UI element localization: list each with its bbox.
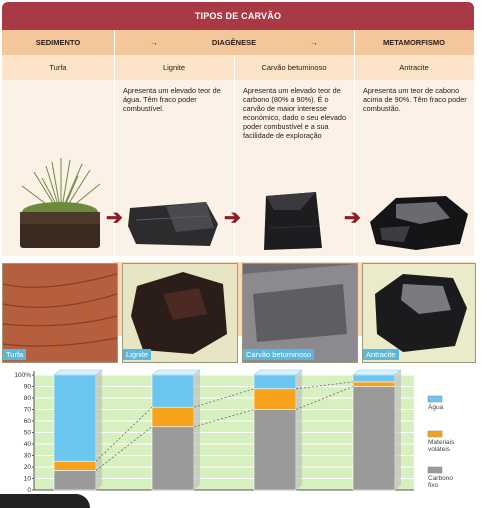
bar-segment xyxy=(54,470,96,490)
type-row xyxy=(2,55,474,80)
stage-diagenese: DIAGÊNESE xyxy=(211,38,257,47)
y-tick-label: 80 xyxy=(23,395,31,402)
bar-side xyxy=(395,370,401,490)
bar-segment xyxy=(353,375,395,382)
bar-side xyxy=(96,370,102,490)
bar-segment xyxy=(54,375,96,461)
legend-label: Água xyxy=(428,404,444,411)
photo-label-antracite: Antracite xyxy=(363,349,399,360)
description-area xyxy=(2,80,474,256)
turfa-sample-image xyxy=(12,156,108,252)
lignite-sample-image xyxy=(126,198,222,248)
legend-swatch xyxy=(428,431,442,437)
photo-betuminoso xyxy=(242,263,358,363)
bar-segment xyxy=(152,407,194,427)
legend-label: voláteis xyxy=(428,446,451,453)
bar-segment xyxy=(254,389,296,410)
antracite-sample-image xyxy=(366,192,470,252)
right-arrow-icon: ➔ xyxy=(344,207,361,229)
y-tick-label: 30 xyxy=(23,452,31,460)
y-tick-label: 10 xyxy=(23,475,31,483)
dark-corner-decoration xyxy=(0,494,90,508)
stage-arrow-2: → xyxy=(310,38,318,47)
y-tick-label: 100% xyxy=(14,372,31,379)
photo-antracite xyxy=(362,263,476,363)
stage-metamorfismo: METAMORFISMO xyxy=(383,38,445,47)
legend-label: Carbono xyxy=(428,475,453,482)
bar-segment xyxy=(54,461,96,470)
photo-lignite xyxy=(122,263,238,363)
photo-label-lignite: Lignite xyxy=(123,349,151,360)
type-turfa: Turfa xyxy=(49,63,67,72)
table-title: TIPOS DE CARVÃO xyxy=(2,2,474,30)
type-betuminoso: Carvão betuminoso xyxy=(261,63,327,72)
bar-top-cap xyxy=(353,370,401,375)
photo-label-betuminoso: Carvão betuminoso xyxy=(243,349,314,360)
photo-label-turfa: Turfa xyxy=(3,349,26,360)
stage-arrow-1: → xyxy=(150,38,158,47)
antracite-description: Apresenta um teor de cabono acima de 90%. Têm fraco poder combustão. xyxy=(363,86,467,113)
bar-side xyxy=(194,370,200,490)
bar-segment xyxy=(353,382,395,387)
y-tick-label: 50 xyxy=(23,429,31,437)
stage-row xyxy=(2,30,474,55)
type-antracite: Antracite xyxy=(399,63,429,72)
lignite-description: Apresenta um elevado teor de água. Têm fraco poder combustível. xyxy=(123,86,221,113)
y-tick-label: 60 xyxy=(23,418,31,425)
bar-segment xyxy=(353,387,395,491)
y-tick-label: 40 xyxy=(23,441,31,448)
bar-segment xyxy=(254,375,296,389)
legend-label: fixo xyxy=(428,482,439,489)
y-tick-label: 20 xyxy=(23,464,31,471)
legend-label: Materiais xyxy=(428,439,455,446)
y-tick-label: 90 xyxy=(23,383,31,391)
bar-segment xyxy=(254,410,296,491)
bar-segment xyxy=(152,427,194,490)
right-arrow-icon: ➔ xyxy=(106,207,123,229)
stage-sedimento: SEDIMENTO xyxy=(35,38,81,47)
betuminoso-sample-image xyxy=(260,190,324,254)
y-tick-label: 0 xyxy=(27,487,31,494)
bar-top-cap xyxy=(254,370,302,375)
bar-segment xyxy=(152,375,194,407)
bar-top-cap xyxy=(54,370,102,375)
y-tick-label: 70 xyxy=(23,406,31,414)
bar-top-cap xyxy=(152,370,200,375)
betuminoso-description: Apresenta um elevado teor de carbono (80% a 90%). É o carvão de maior interesse económico, dado o seu elevado poder combustível e a sua facilidade de exploração xyxy=(243,86,347,140)
legend-swatch xyxy=(428,467,442,473)
type-lignite: Lignite xyxy=(162,63,186,72)
coal-composition-chart xyxy=(0,363,487,508)
legend-swatch xyxy=(428,396,442,402)
right-arrow-icon: ➔ xyxy=(224,207,241,229)
photo-turfa xyxy=(2,263,118,363)
